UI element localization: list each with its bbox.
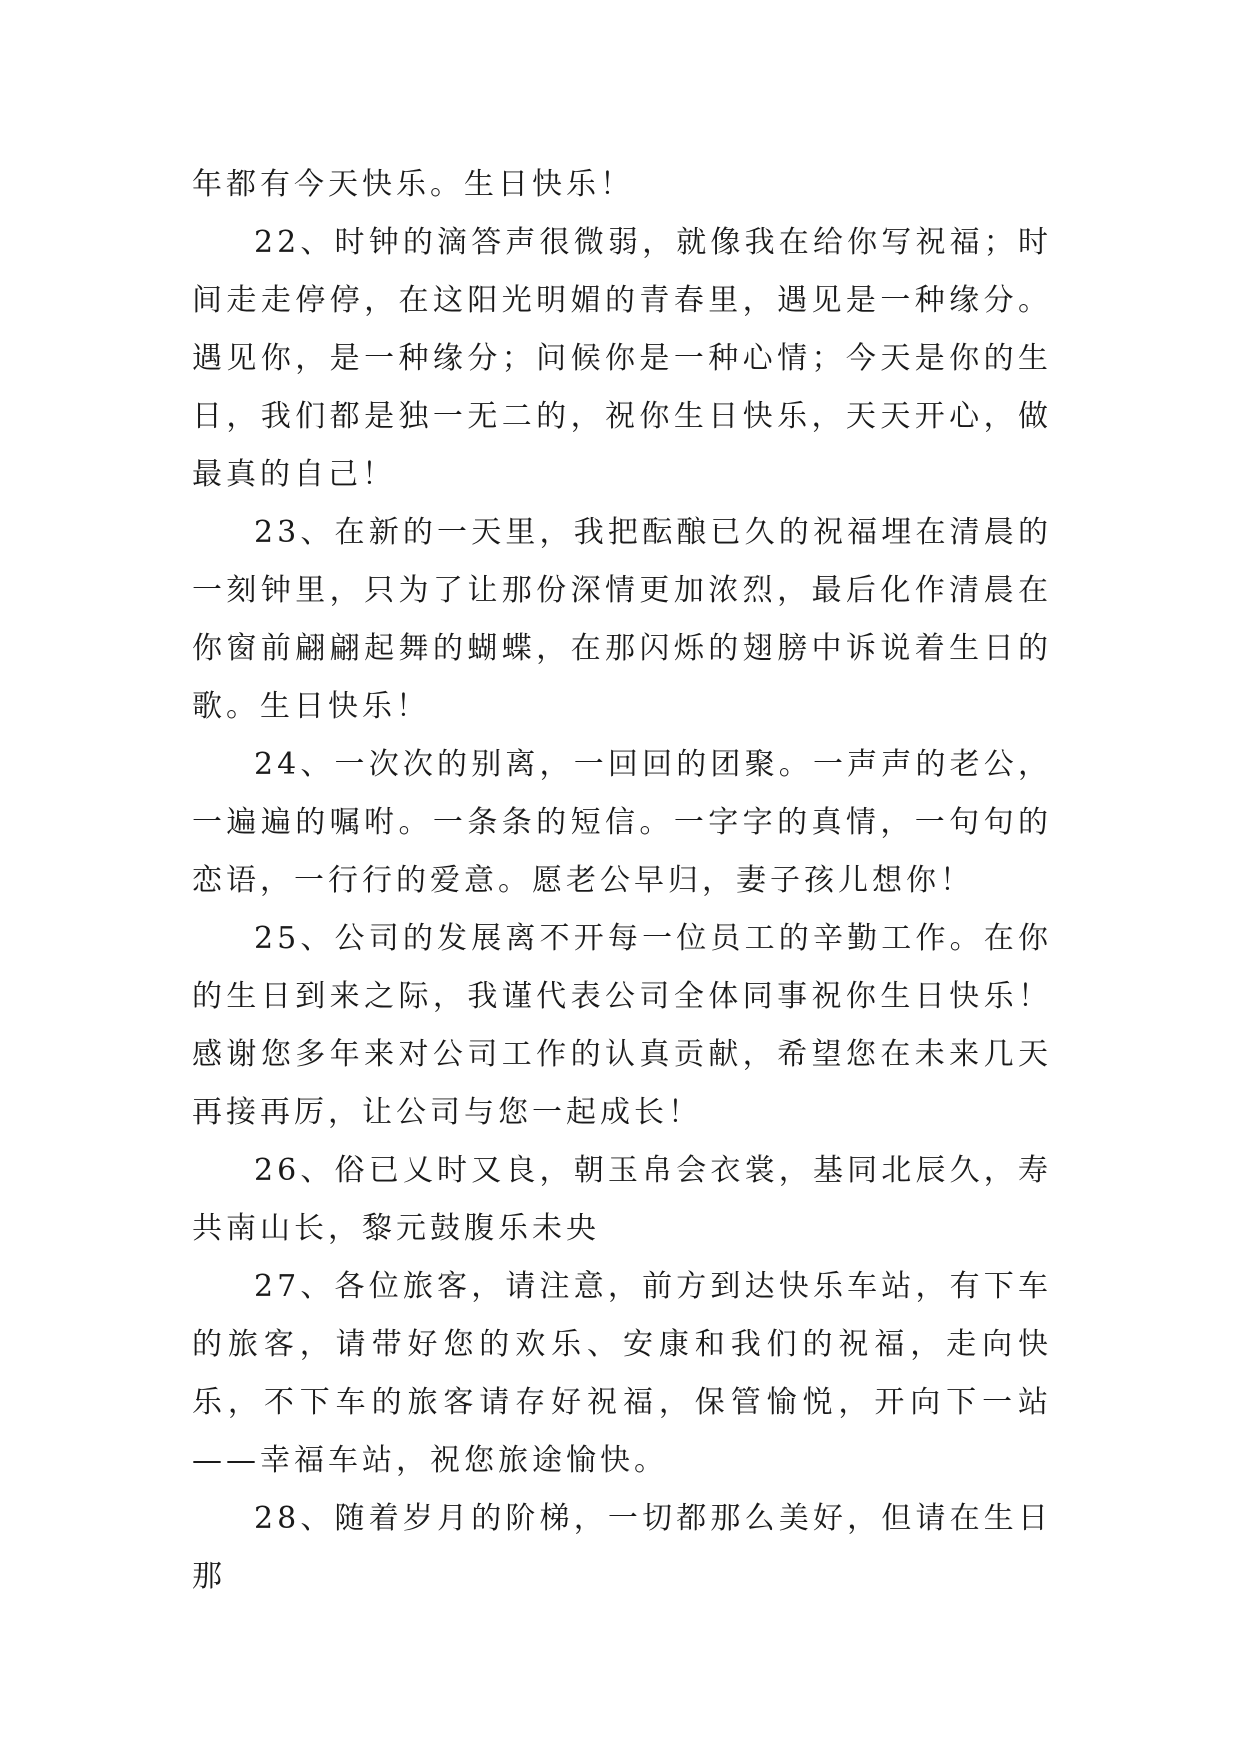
paragraph-22: 22、时钟的滴答声很微弱，就像我在给你写祝福；时间走走停停，在这阳光明媚的青春里，遇见是一种缘分。遇见你，是一种缘分；问候你是一种心情；今天是你的生日，我们都是独一无二的，祝你生日快乐，天天开心，做最真的自己！ <box>192 225 1052 492</box>
paragraph-27: 27、各位旅客，请注意，前方到达快乐车站，有下车的旅客，请带好您的欢乐、安康和我们的祝福，走向快乐，不下车的旅客请存好祝福，保管愉悦，开向下一站——幸福车站，祝您旅途愉快。 <box>192 1269 1052 1478</box>
paragraph-28: 28、随着岁月的阶梯，一切都那么美好，但请在生日那 <box>192 1501 1052 1594</box>
paragraph-25: 25、公司的发展离不开每一位员工的辛勤工作。在你的生日到来之际，我谨代表公司全体同事祝你生日快乐！感谢您多年来对公司工作的认真贡献，希望您在未来几天再接再厉，让公司与您一起成长！ <box>192 921 1052 1130</box>
document-body <box>192 156 1052 1606</box>
paragraph-24: 24、一次次的别离，一回回的团聚。一声声的老公，一遍遍的嘱咐。一条条的短信。一字字的真情，一句句的恋语，一行行的爱意。愿老公早归，妻子孩儿想你！ <box>192 747 1052 898</box>
paragraph-23: 23、在新的一天里，我把酝酿已久的祝福埋在清晨的一刻钟里，只为了让那份深情更加浓烈，最后化作清晨在你窗前翩翩起舞的蝴蝶，在那闪烁的翅膀中诉说着生日的歌。生日快乐！ <box>192 515 1052 724</box>
paragraph-26: 26、俗已乂时又良，朝玉帛会衣裳，基同北辰久，寿共南山长，黎元鼓腹乐未央 <box>192 1153 1052 1246</box>
paragraph-continuation: 年都有今天快乐。生日快乐！ <box>192 167 634 202</box>
